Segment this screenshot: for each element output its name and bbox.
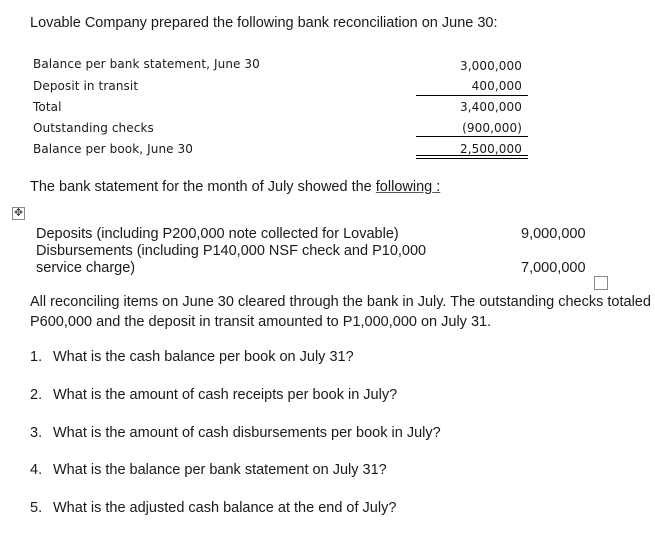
subtotal-rule: [416, 136, 528, 137]
recon-amount: 3,000,000: [460, 59, 522, 73]
question-number: 1.: [30, 349, 43, 365]
recon-amount: 2,500,000: [460, 142, 522, 156]
recon-amount: 3,400,000: [460, 100, 522, 114]
july-intro: [30, 179, 440, 195]
question-number: 2.: [30, 387, 43, 403]
july-intro-prefix: The bank statement for the month of July showed the: [30, 179, 376, 195]
disbursements-label: Disbursements (including P140,000 NSF check and P10,000: [36, 243, 427, 259]
table-resize-handle[interactable]: [594, 276, 608, 290]
question-number: 3.: [30, 425, 43, 441]
recon-amount: 400,000: [471, 79, 522, 93]
problem-intro: Lovable Company prepared the following bank reconciliation on June 30:: [30, 15, 498, 31]
recon-label: Deposit in transit: [33, 79, 139, 93]
following-link[interactable]: following: [375, 179, 433, 195]
question-number: 4.: [30, 462, 43, 478]
deposits-amount: 9,000,000: [521, 226, 586, 242]
paragraph-line: All reconciling items on June 30 cleared through the bank in July. The outstanding checks totaled: [30, 294, 651, 310]
paragraph-line: P600,000 and the deposit in transit amounted to P1,000,000 on July 31.: [30, 314, 492, 330]
question-text: What is the amount of cash receipts per book in July?: [53, 387, 398, 403]
total-double-rule: [416, 155, 528, 159]
disbursements-amount: 7,000,000: [521, 260, 586, 276]
july-intro-suffix: :: [432, 179, 441, 195]
subtotal-rule: [416, 95, 528, 96]
recon-label: Balance per book, June 30: [33, 142, 194, 156]
recon-label: Total: [33, 100, 62, 114]
recon-amount: (900,000): [462, 121, 522, 135]
question-text: What is the adjusted cash balance at the end of July?: [53, 500, 397, 516]
deposits-label: Deposits (including P200,000 note collected for Lovable): [36, 226, 399, 242]
question-text: What is the amount of cash disbursements per book in July?: [53, 425, 441, 441]
recon-label: Balance per bank statement, June 30: [33, 57, 260, 71]
question-text: What is the balance per bank statement on July 31?: [53, 462, 387, 478]
recon-label: Outstanding checks: [33, 121, 154, 135]
question-number: 5.: [30, 500, 43, 516]
table-move-handle-icon[interactable]: ✥: [13, 207, 24, 219]
disbursements-label-cont: service charge): [36, 260, 136, 276]
question-text: What is the cash balance per book on July 31?: [53, 349, 354, 365]
